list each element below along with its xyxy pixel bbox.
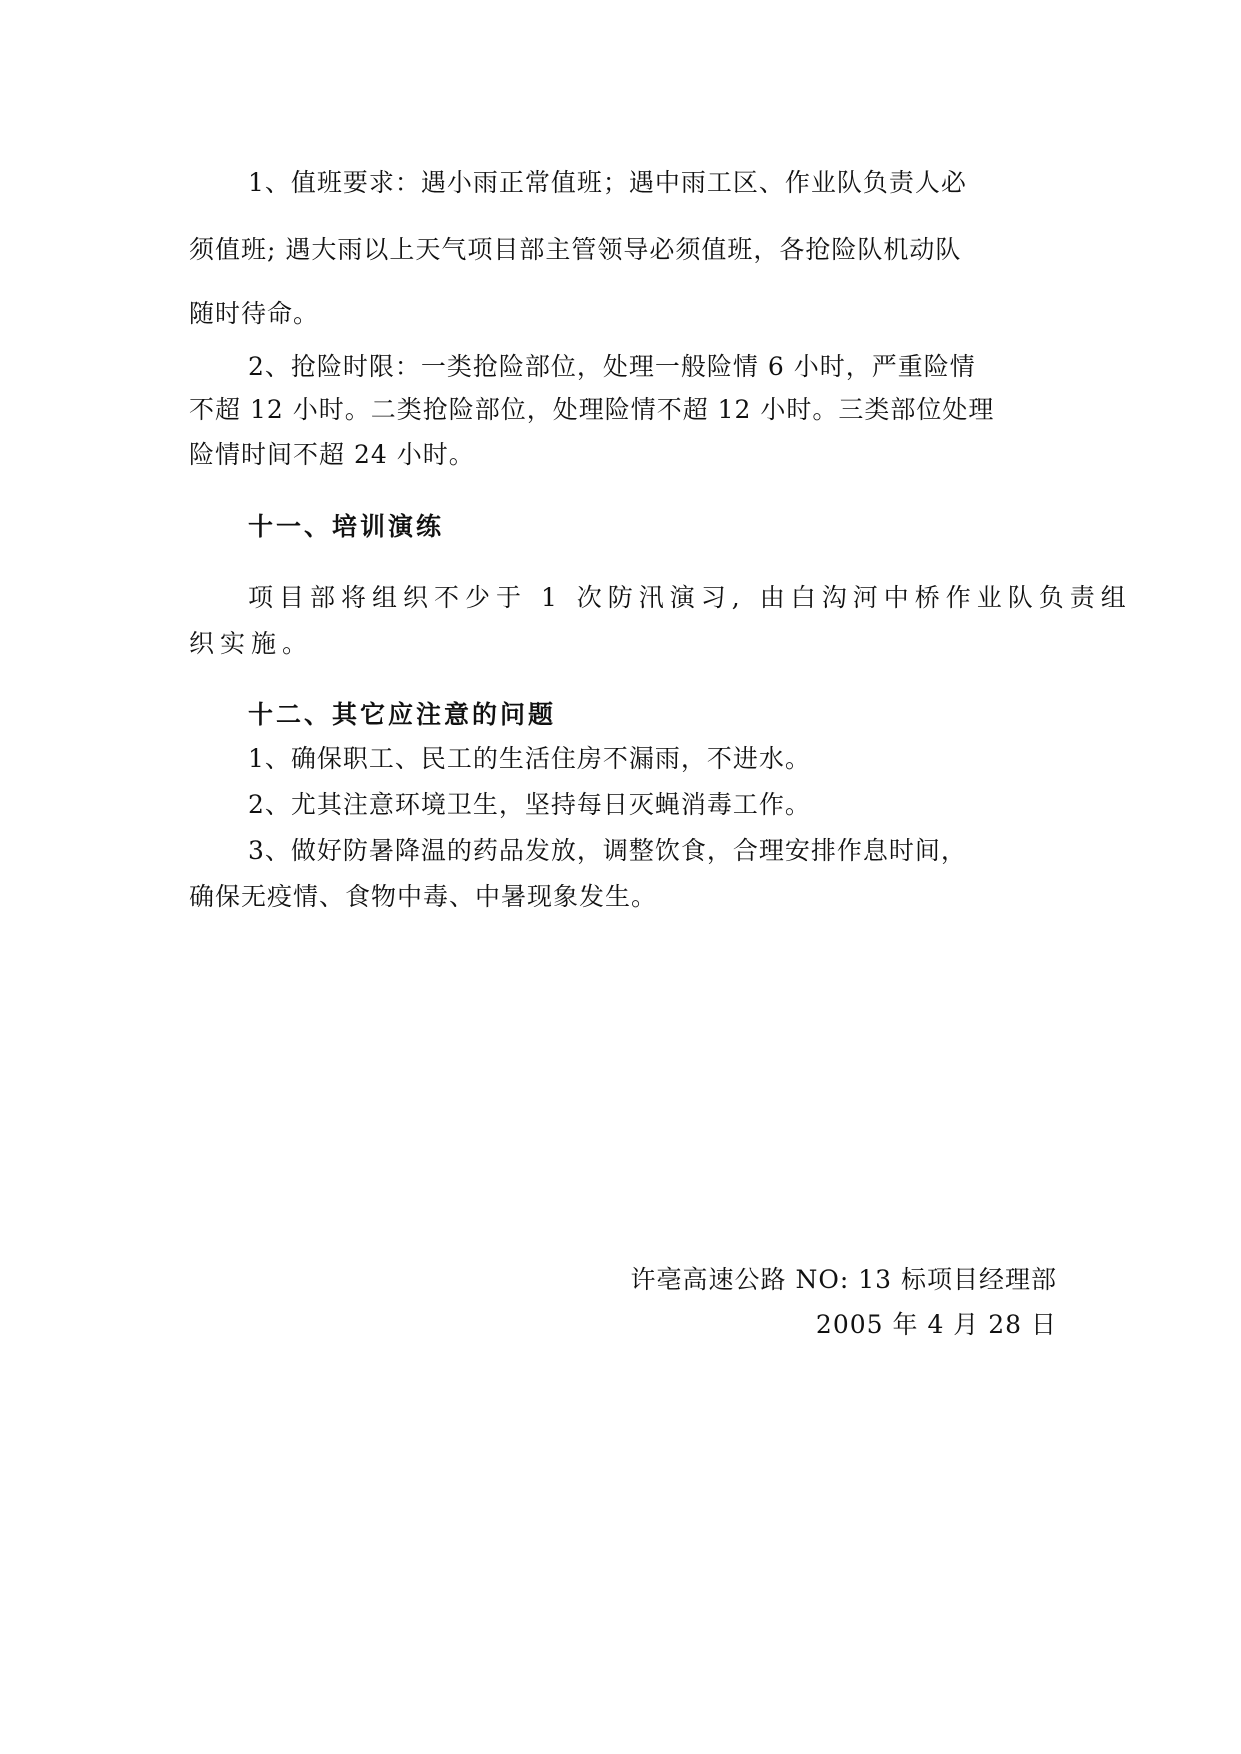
other-issues-item-3-line-1: 3、做好防暑降温的药品发放，调整饮食，合理安排作息时间，	[248, 836, 967, 865]
duty-requirement-line-2: 须值班; 遇大雨以上天气项目部主管领导必须值班，各抢险队机动队	[189, 235, 962, 264]
other-issues-item-1: 1、确保职工、民工的生活住房不漏雨，不进水。	[248, 744, 811, 773]
section-twelve-heading: 十二、其它应注意的问题	[248, 700, 557, 729]
training-drill-line-1: 项目部将组织不少于 1 次防汛演习, 由白沟河中桥作业队负责组	[248, 583, 1132, 612]
other-issues-item-3-line-2: 确保无疫情、食物中毒、中暑现象发生。	[189, 882, 658, 911]
section-eleven-heading: 十一、培训演练	[248, 512, 445, 541]
rescue-time-limit-line-2: 不超 12 小时。二类抢险部位，处理险情不超 12 小时。三类部位处理	[189, 395, 995, 424]
signature-organization: 许亳高速公路 NO: 13 标项目经理部	[630, 1265, 1057, 1294]
duty-requirement-line-3: 随时待命。	[189, 299, 320, 328]
rescue-time-limit-line-1: 2、抢险时限：一类抢险部位，处理一般险情 6 小时，严重险情	[248, 352, 976, 381]
duty-requirement-line-1: 1、值班要求：遇小雨正常值班；遇中雨工区、作业队负责人必	[248, 168, 967, 197]
signature-date: 2005 年 4 月 28 日	[815, 1310, 1057, 1339]
other-issues-item-2: 2、尤其注意环境卫生，坚持每日灭蝇消毒工作。	[248, 790, 811, 819]
training-drill-line-2: 织实施。	[189, 629, 314, 658]
rescue-time-limit-line-3: 险情时间不超 24 小时。	[189, 440, 475, 469]
